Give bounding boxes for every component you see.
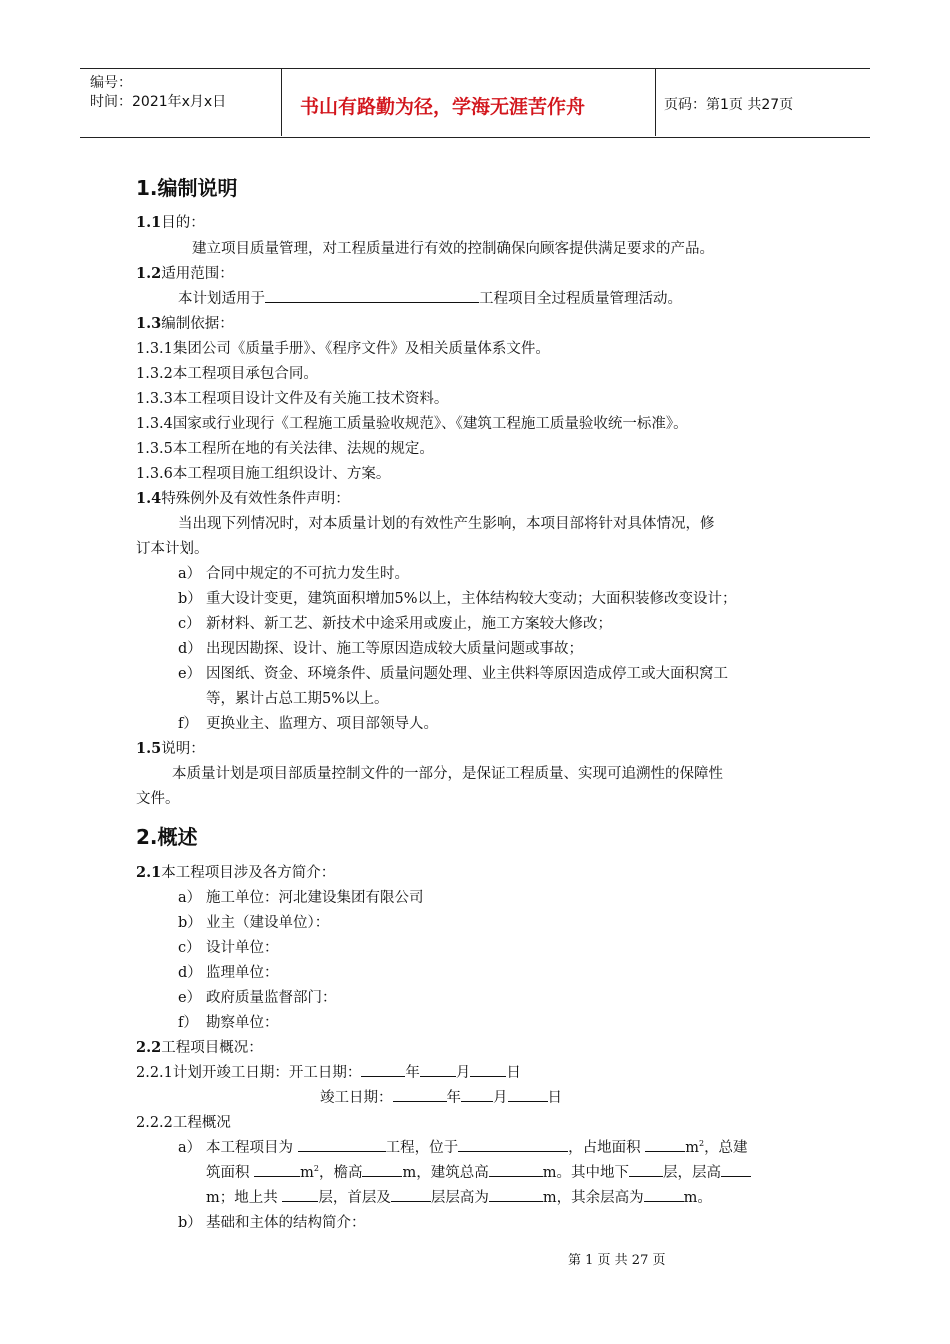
list-item: 1.3.2本工程项目承包合同。 — [136, 366, 318, 382]
list-item: 设计单位： — [206, 940, 279, 956]
heading-1-2: 1.2适用范围： — [136, 265, 234, 282]
heading-2-1: 2.1本工程项目涉及各方简介： — [136, 864, 336, 881]
blank-field — [458, 1137, 568, 1152]
list-marker: a） — [178, 890, 202, 906]
list-item: 1.3.5本工程所在地的有关法律、法规的规定。 — [136, 441, 434, 457]
blank-field — [508, 1087, 548, 1102]
list-marker: d） — [178, 641, 202, 657]
blank-field — [420, 1062, 456, 1077]
blank-field — [254, 1162, 300, 1177]
heading-1-3: 1.3编制依据： — [136, 315, 234, 332]
list-item: 新材料、新工艺、新技术中途采用或废止，施工方案较大修改； — [206, 616, 612, 632]
blank-field — [282, 1187, 318, 1202]
blank-field — [629, 1162, 663, 1177]
blank-field — [489, 1187, 543, 1202]
blank-field — [298, 1137, 386, 1152]
blank-field — [265, 288, 479, 303]
section-2-title: 2.概述 — [136, 825, 198, 849]
page-info: 页码：第1页 共27页 — [664, 97, 794, 113]
list-item: 业主（建设单位）： — [206, 915, 330, 931]
blank-field — [470, 1062, 506, 1077]
blank-field — [393, 1087, 447, 1102]
blank-field — [461, 1087, 493, 1102]
paragraph-1-1: 建立项目质量管理，对工程质量进行有效的控制确保向顾客提供满足要求的产品。 — [192, 241, 714, 257]
blank-field — [644, 1187, 684, 1202]
blank-field — [391, 1187, 431, 1202]
overview-line-2: 筑面积 $m^2$，檐高 m，建筑总高 m。其中地下 层，层高 — [206, 1161, 751, 1182]
start-date-line: 2.2.1计划开竣工日期：开工日期： 年 月 日 — [136, 1061, 521, 1082]
list-item-cont: 等，累计占总工期5%以上。 — [206, 691, 389, 707]
blank-field — [361, 1062, 405, 1077]
list-marker: f） — [178, 1015, 198, 1031]
header-divider — [281, 68, 282, 136]
list-item: 合同中规定的不可抗力发生时。 — [206, 566, 409, 582]
paragraph-1-5-cont: 文件。 — [136, 791, 180, 807]
list-marker: f） — [178, 716, 198, 732]
code-label: 编号： — [90, 75, 132, 91]
list-marker: e） — [178, 990, 202, 1006]
heading-1-1: 1.1目的： — [136, 214, 205, 231]
date-line: 时间：2021年x月x日 — [90, 94, 227, 110]
heading-2-2: 2.2工程项目概况： — [136, 1039, 263, 1056]
end-date-line: 竣工日期： 年 月 日 — [320, 1086, 562, 1107]
list-marker: c） — [178, 940, 201, 956]
list-marker: b） — [178, 591, 202, 607]
list-item: 基础和主体的结构简介： — [206, 1215, 366, 1231]
list-marker: b） — [178, 1215, 202, 1231]
blank-field — [362, 1162, 402, 1177]
overview-line-1: 本工程项目为 工程，位于 ，占地面积 $m^2$，总建 — [206, 1136, 748, 1157]
overview-line-3: m；地上共 层，首层及 层层高为 m，其余层高为 m。 — [206, 1186, 712, 1207]
motto: 书山有路勤为径，学海无涯苦作舟 — [300, 96, 586, 118]
blank-field — [721, 1162, 751, 1177]
list-marker: b） — [178, 915, 202, 931]
list-item: 政府质量监督部门： — [206, 990, 337, 1006]
heading-1-5: 1.5说明： — [136, 740, 205, 757]
list-marker: d） — [178, 965, 202, 981]
paragraph-1-2: 本计划适用于 工程项目全过程质量管理活动。 — [178, 287, 682, 308]
list-item: 因图纸、资金、环境条件、质量问题处理、业主供料等原因造成停工或大面积窝工 — [206, 666, 728, 682]
blank-field — [489, 1162, 543, 1177]
list-item: 施工单位：河北建设集团有限公司 — [206, 890, 424, 906]
list-item: 1.3.1集团公司《质量手册》、《程序文件》及相关质量体系文件。 — [136, 341, 550, 357]
paragraph-1-4-cont: 订本计划。 — [136, 541, 209, 557]
list-item: 重大设计变更，建筑面积增加5%以上，主体结构较大变动；大面积装修改变设计； — [206, 591, 737, 607]
blank-field — [645, 1137, 685, 1152]
list-marker: c） — [178, 616, 201, 632]
list-marker: a） — [178, 1140, 202, 1156]
list-item: 1.3.6本工程项目施工组织设计、方案。 — [136, 466, 391, 482]
list-item: 勘察单位： — [206, 1015, 279, 1031]
list-marker: e） — [178, 666, 202, 682]
list-item: 1.3.3本工程项目设计文件及有关施工技术资料。 — [136, 391, 449, 407]
paragraph-1-4: 当出现下列情况时，对本质量计划的有效性产生影响，本项目部将针对具体情况，修 — [178, 516, 715, 532]
heading-2-2-2: 2.2.2工程概况 — [136, 1115, 231, 1131]
list-marker: a） — [178, 566, 202, 582]
page-footer: 第 1 页 共 27 页 — [568, 1253, 666, 1268]
list-item: 更换业主、监理方、项目部领导人。 — [206, 716, 438, 732]
list-item: 出现因勘探、设计、施工等原因造成较大质量问题或事故； — [206, 641, 583, 657]
heading-1-4: 1.4特殊例外及有效性条件声明： — [136, 490, 350, 507]
header-divider — [655, 68, 656, 136]
list-item: 监理单位： — [206, 965, 279, 981]
section-1-title: 1.编制说明 — [136, 176, 238, 200]
list-item: 1.3.4国家或行业现行《工程施工质量验收规范》、《建筑工程施工质量验收统一标准》。 — [136, 416, 688, 432]
paragraph-1-5: 本质量计划是项目部质量控制文件的一部分，是保证工程质量、实现可追溯性的保障性 — [172, 766, 723, 782]
